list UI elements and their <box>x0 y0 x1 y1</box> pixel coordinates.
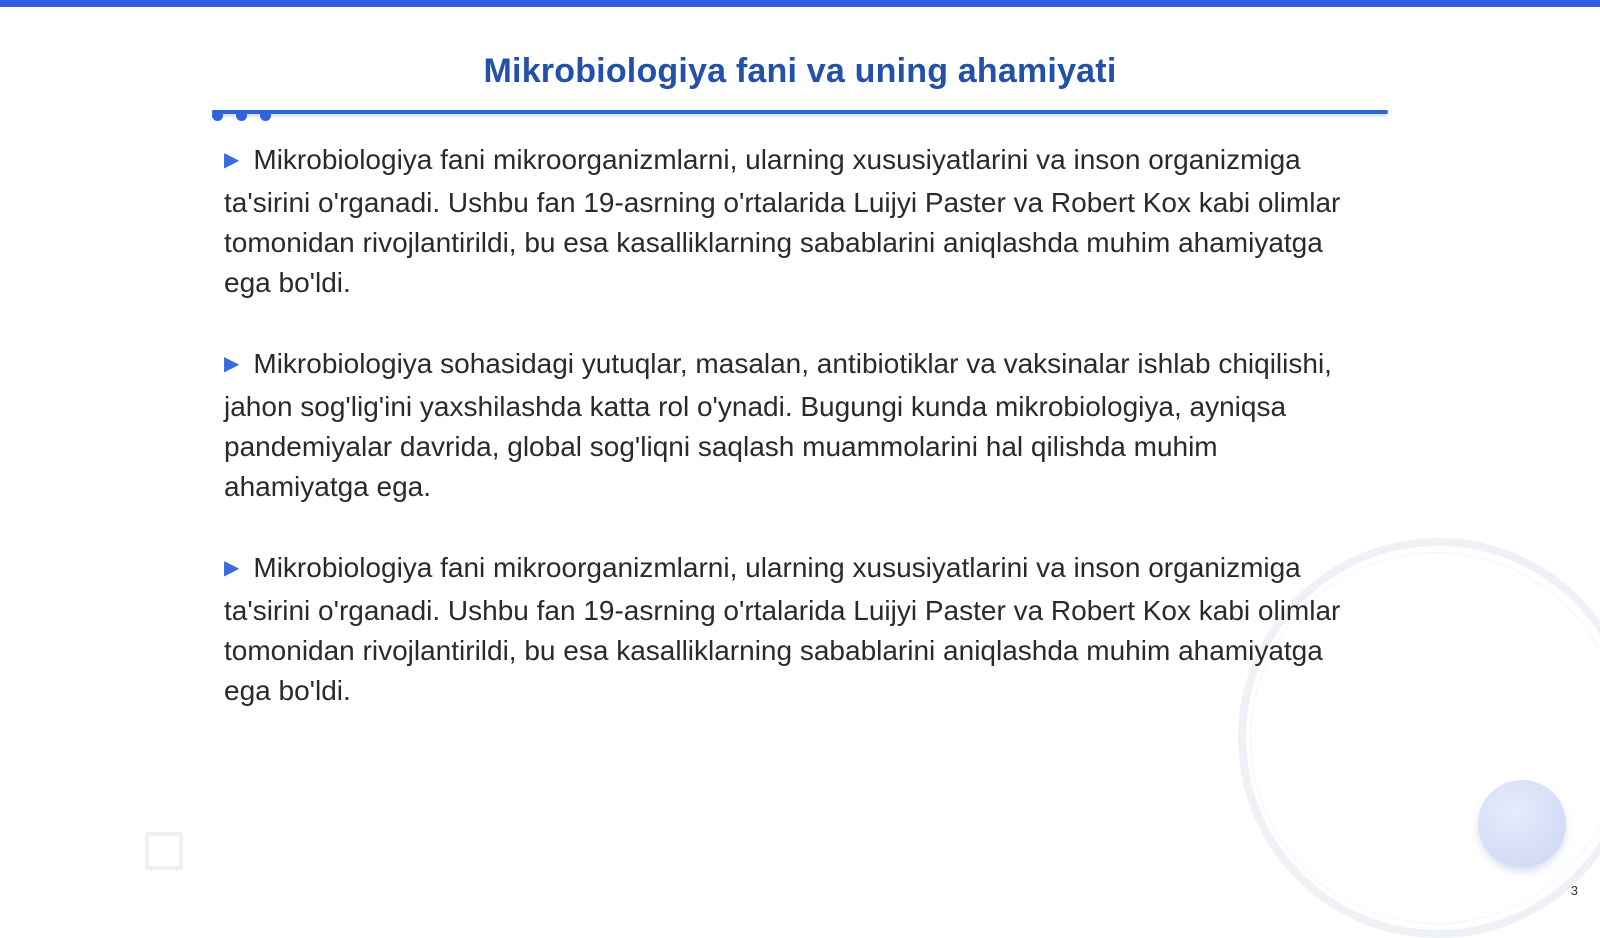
top-accent-bar <box>0 0 1600 7</box>
triangle-right-icon: ▶ <box>224 353 240 375</box>
bullet-paragraph-1 <box>224 140 1344 303</box>
triangle-right-icon: ▶ <box>224 149 240 171</box>
paragraph-text: Mikrobiologiya sohasidagi yutuqlar, masalan, antibiotiklar va vaksinalar ishlab chiqilishi, jahon sog'lig'ini yaxshilashda katta rol o'ynadi. Bugungi kunda mikrobiologiya, ayniqsa pandemiyalar davrida, global sog'liqni saqlash muammolarini hal qilishda muhim ahamiyatga ega. <box>224 348 1332 502</box>
title-underline <box>212 110 1388 114</box>
dot-3 <box>260 110 271 121</box>
bullet-paragraph-2 <box>224 344 1344 507</box>
decorative-circle <box>1478 780 1566 868</box>
paragraph-text: Mikrobiologiya fani mikroorganizmlarni, ularning xususiyatlarini va inson organizmiga ta'sirini o'rganadi. Ushbu fan 19-asrning o'rtalarida Luijyi Paster va Robert Kox kabi olimlar tomonidan rivojlantirildi, bu esa kasalliklarning sabablarini aniqlashda muhim ahamiyatga ega bo'ldi. <box>224 144 1341 298</box>
decorative-square <box>145 832 183 870</box>
page-number: 3 <box>1570 883 1578 898</box>
paragraph-text: Mikrobiologiya fani mikroorganizmlarni, ularning xususiyatlarini va inson organizmiga ta'sirini o'rganadi. Ushbu fan 19-asrning o'rtalarida Luijyi Paster va Robert Kox kabi olimlar tomonidan rivojlantirildi, bu esa kasalliklarning sabablarini aniqlashda muhim ahamiyatga ega bo'ldi. <box>224 552 1341 706</box>
title-dots <box>212 110 292 126</box>
slide-body <box>224 140 1344 752</box>
dot-2 <box>236 110 247 121</box>
dot-1 <box>212 110 223 121</box>
slide-title: Mikrobiologiya fani va uning ahamiyati <box>483 52 1117 90</box>
bullet-paragraph-3 <box>224 548 1344 711</box>
triangle-right-icon: ▶ <box>224 557 240 579</box>
